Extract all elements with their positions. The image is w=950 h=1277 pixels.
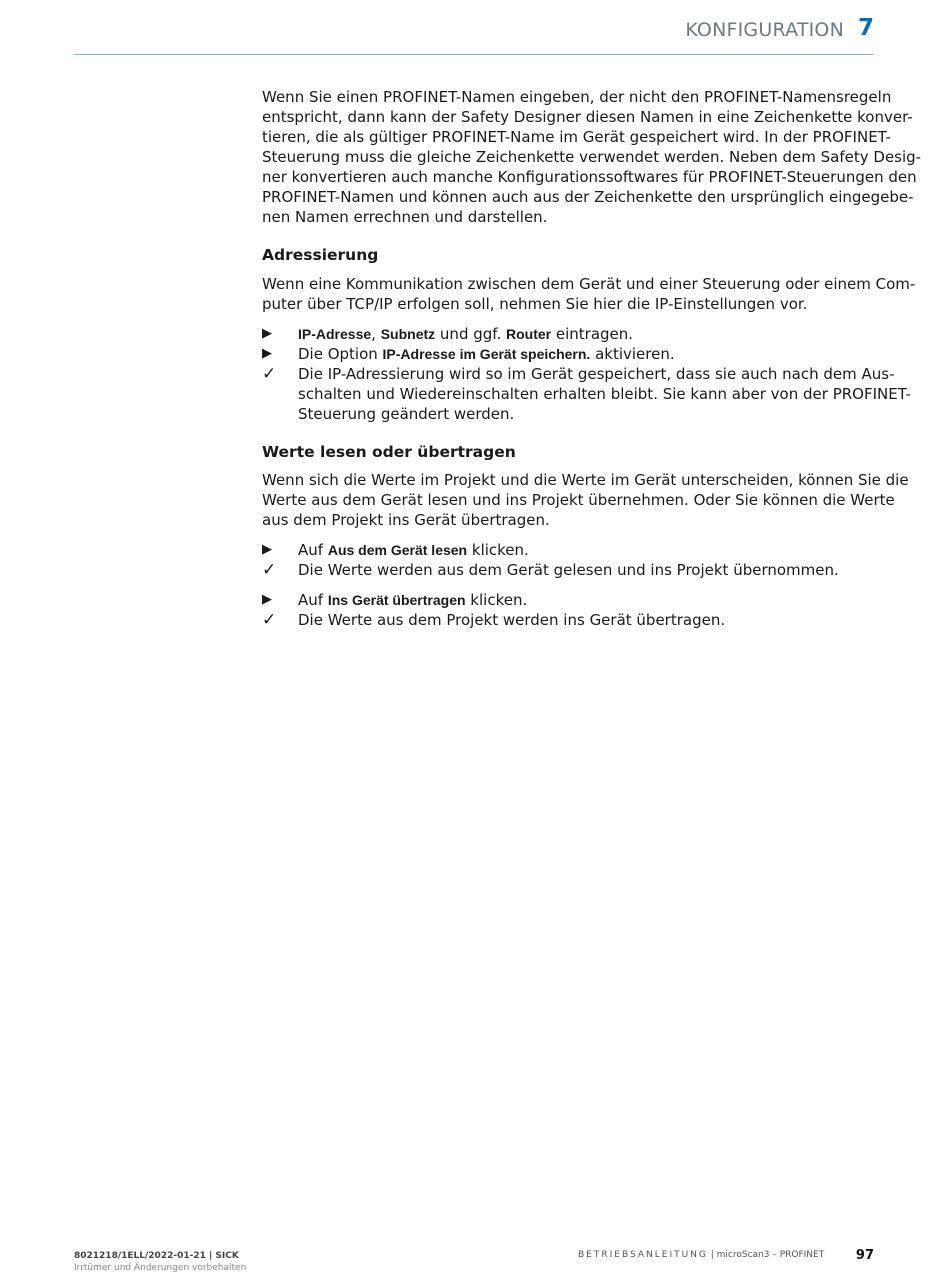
text-line: puter über TCP/IP erfolgen soll, nehmen Sie hier die IP-Einstellungen vor. <box>262 295 808 313</box>
text-line: Die Werte werden aus dem Gerät gelesen und ins Projekt übernommen. <box>298 561 839 579</box>
adressierung-steps <box>262 324 911 424</box>
text-line: schalten und Wiedereinschalten erhalten bleibt. Sie kann aber von der PROFINET- <box>298 385 911 403</box>
text-line: aus dem Projekt ins Gerät übertragen. <box>262 511 550 529</box>
page-header <box>74 0 874 55</box>
text-fragment: klicken. <box>465 591 528 609</box>
arrow-icon: ▶ <box>262 326 272 341</box>
footer-left <box>74 1250 246 1274</box>
ui-term-aus-geraet-lesen: Aus dem Gerät lesen <box>327 542 468 558</box>
text-line: Die IP-Adressierung wird so im Gerät gespeichert, dass sie auch nach dem Aus- <box>298 365 895 383</box>
werte-paragraph <box>262 470 909 530</box>
text-fragment: Auf <box>298 541 328 559</box>
heading-werte: Werte lesen oder übertragen <box>262 443 516 461</box>
text-line: Steuerung geändert werden. <box>298 405 515 423</box>
arrow-icon: ▶ <box>262 346 272 361</box>
ui-term-ip-speichern: IP-Adresse im Gerät speichern. <box>382 346 591 362</box>
disclaimer: Irrtümer und Änderungen vorbehalten <box>74 1263 247 1273</box>
text-line: PROFINET-Namen und können auch aus der Zeichenkette den ursprünglich eingegebe- <box>262 188 914 206</box>
checkmark-icon: ✓ <box>262 364 277 384</box>
werte-steps-write <box>262 590 877 630</box>
text-fragment: und ggf. <box>435 325 506 343</box>
doc-type: BETRIEBSANLEITUNG <box>578 1250 708 1260</box>
text-line: tieren, die als gültiger PROFINET-Name im Gerät gespeichert wird. In der PROFINET- <box>262 128 891 146</box>
arrow-icon: ▶ <box>262 592 272 607</box>
text-line: Wenn sich die Werte im Projekt und die Werte im Gerät unterscheiden, können Sie die <box>262 471 909 489</box>
list-item <box>262 364 911 424</box>
text-line: Wenn Sie einen PROFINET-Namen eingeben, der nicht den PROFINET-Namensregeln <box>262 88 892 106</box>
ui-term-router: Router <box>506 326 552 342</box>
main-content <box>262 87 922 630</box>
text-fragment: , <box>371 325 381 343</box>
text-fragment: Auf <box>298 591 328 609</box>
page-number: 97 <box>855 1248 874 1263</box>
chapter-number: 7 <box>857 15 874 41</box>
section-title: KONFIGURATION <box>685 19 844 41</box>
list-item <box>262 324 877 344</box>
heading-adressierung: Adressierung <box>262 246 379 264</box>
ui-term-ip-adresse: IP-Adresse <box>298 326 372 342</box>
list-item <box>262 560 877 580</box>
text-line: Steuerung muss die gleiche Zeichenkette verwendet werden. Neben dem Safety Desig- <box>262 148 922 166</box>
list-item <box>262 540 877 560</box>
text-fragment: aktivieren. <box>590 345 675 363</box>
text-line: ner konvertieren auch manche Konfigurationssoftwares für PROFINET-Steuerungen den <box>262 168 917 186</box>
list-item <box>262 590 877 610</box>
text-line: Wenn eine Kommunikation zwischen dem Gerät und einer Steuerung oder einem Com- <box>262 275 916 293</box>
checkmark-icon: ✓ <box>262 560 277 580</box>
product-name: | microScan3 – PROFINET <box>707 1250 825 1260</box>
arrow-icon: ▶ <box>262 542 272 557</box>
text-line: Die Werte aus dem Projekt werden ins Gerät übertragen. <box>298 611 726 629</box>
text-line: entspricht, dann kann der Safety Designer diesen Namen in eine Zeichenkette konver- <box>262 108 913 126</box>
text-fragment: klicken. <box>467 541 529 559</box>
ui-term-subnetz: Subnetz <box>380 326 436 342</box>
text-fragment: Die Option <box>298 345 383 363</box>
text-line: Werte aus dem Gerät lesen und ins Projekt übernehmen. Oder Sie können die Werte <box>262 491 895 509</box>
text-line: nen Namen errechnen und darstellen. <box>262 208 548 226</box>
checkmark-icon: ✓ <box>262 610 277 630</box>
list-item <box>262 610 877 630</box>
text-fragment: eintragen. <box>551 325 634 343</box>
adressierung-paragraph <box>262 274 916 314</box>
footer-right <box>578 1250 824 1260</box>
ui-term-ins-geraet-uebertragen: Ins Gerät übertragen <box>327 592 466 608</box>
doc-id: 8021218/1ELL/2022-01-21 | SICK <box>74 1251 239 1261</box>
list-item <box>262 344 877 364</box>
werte-steps-read <box>262 540 877 580</box>
intro-paragraph <box>262 87 922 227</box>
